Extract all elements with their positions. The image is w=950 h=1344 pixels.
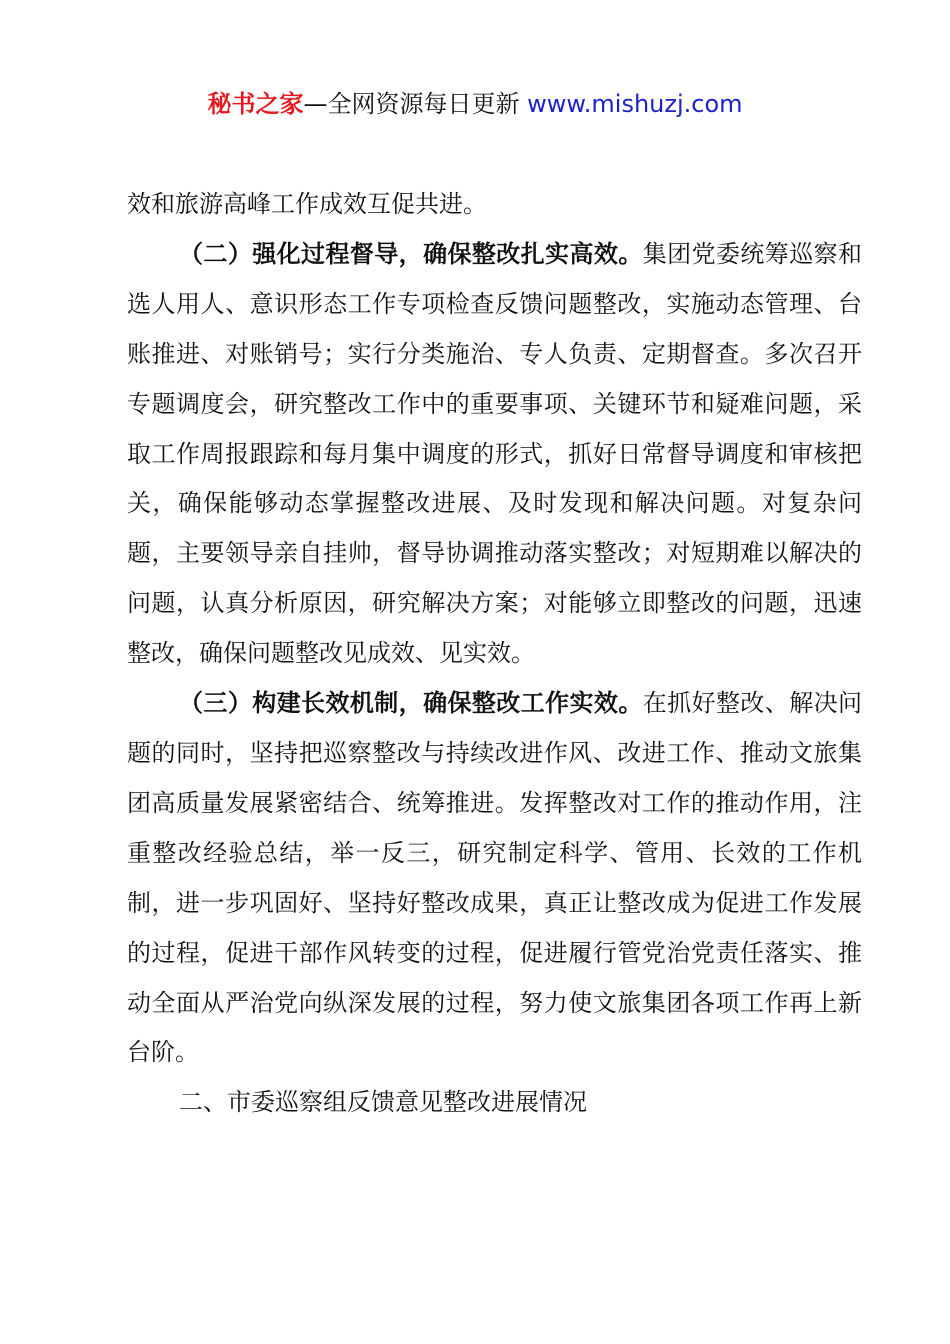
paragraph-continuation: 效和旅游高峰工作成效互促共进。 <box>127 190 487 218</box>
site-header <box>0 86 950 122</box>
paragraph-section-3 <box>127 679 862 1078</box>
chapter-heading-2: 二、市委巡察组反馈意见整改进展情况 <box>179 1088 587 1117</box>
header-tagline: —全网资源每日更新 <box>303 90 520 118</box>
section-3-text: 在抓好整改、解决问题的同时，坚持把巡察整改与持续改进作风、改进工作、推动文旅集团高质量发展紧密结合、统筹推进。发挥整改对工作的推动作用，注重整改经验总结，举一反三，研究制定科学、管用、长效的工作机制，进一步巩固好、坚持好整改成果，真正让整改成为促进工作发展的过程，促进干部作风转变的过程，促进履行管党治党责任落实、推动全面从严治党向纵深发展的过程，努力使文旅集团各项工作再上新台阶。 <box>127 689 863 1067</box>
section-2-text: 集团党委统筹巡察和选人用人、意识形态工作专项检查反馈问题整改，实施动态管理、台账推进、对账销号；实行分类施治、专人负责、定期督查。多次召开专题调度会，研究整改工作中的重要事项、关键环节和疑难问题，采取工作周报跟踪和每月集中调度的形式，抓好日常督导调度和审核把关，确保能够动态掌握整改进展、及时发现和解决问题。对复杂问题，主要领导亲自挂帅，督导协调推动落实整改；对短期难以解决的问题，认真分析原因，研究解决方案；对能够立即整改的问题，迅速整改，确保问题整改见成效、见实效。 <box>127 239 863 668</box>
document-body <box>127 180 862 1128</box>
section-3-heading: （三）构建长效机制，确保整改工作实效。 <box>179 689 643 718</box>
site-url-link[interactable]: www.mishuzj.com <box>527 90 743 118</box>
paragraph-section-2 <box>127 230 862 679</box>
brand-name: 秘书之家 <box>207 90 304 118</box>
section-2-heading: （二）强化过程督导，确保整改扎实高效。 <box>179 239 643 268</box>
